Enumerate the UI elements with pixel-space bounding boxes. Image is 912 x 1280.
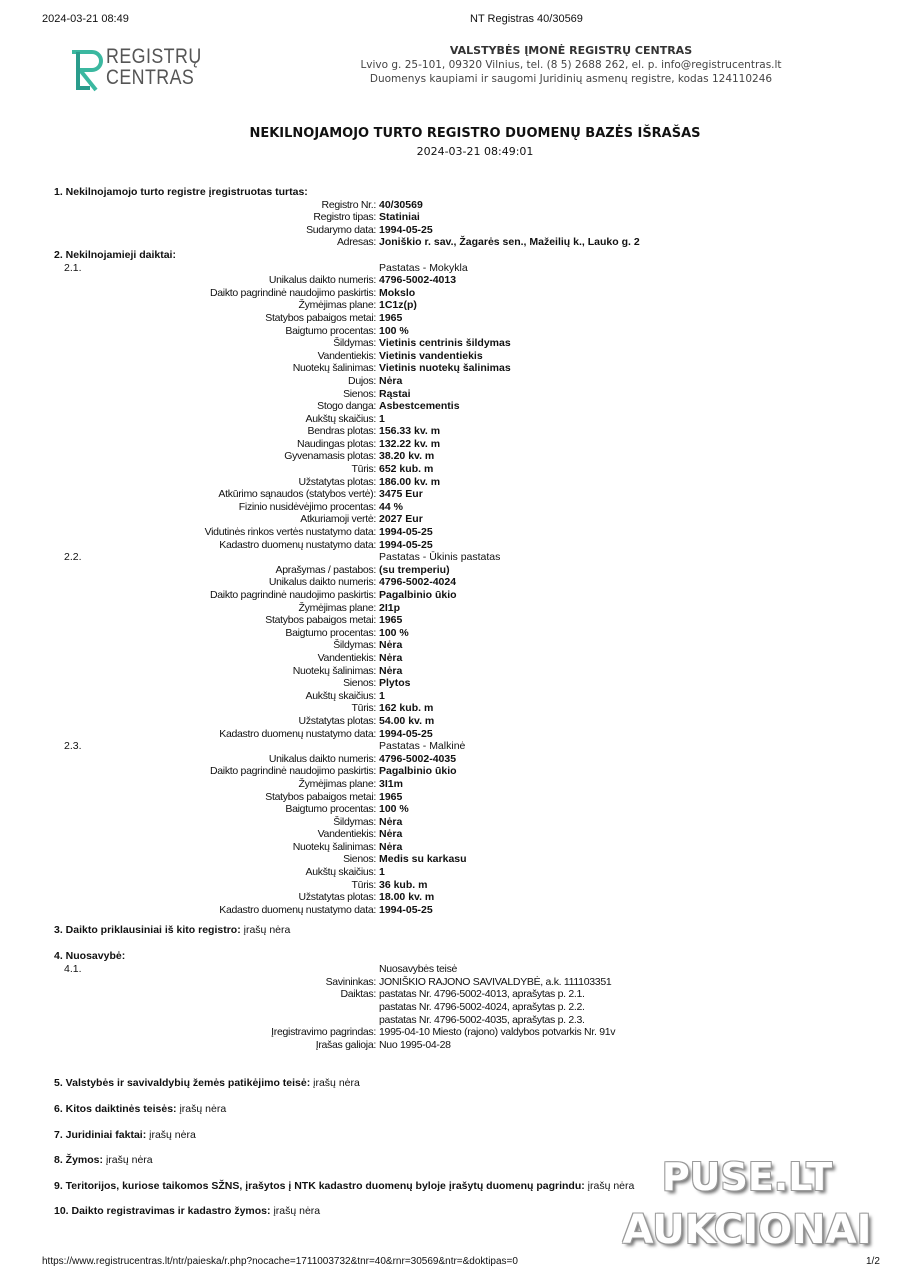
section-6 [54,1103,834,1116]
field-row [54,463,834,476]
field-label: Šildymas: [333,815,376,828]
field-row [54,564,834,577]
field-value: 2I1p [379,601,401,614]
field-label: Sienos: [343,387,376,400]
field-value: 38.20 kv. m [379,450,435,463]
field-value: 36 kub. m [379,878,428,891]
field-value: 1994-05-25 [379,223,433,236]
property-item [54,740,834,916]
field-row [54,413,834,426]
field-label: Registro tipas: [313,211,376,224]
field-label: Sudarymo data: [306,223,376,236]
field-label: Kadastro duomenų nustatymo data: [219,538,376,551]
watermark-line2: AUKCIONAI [622,1207,872,1253]
field-label: Sienos: [343,677,376,690]
field-label: Daikto pagrindinė naudojimo paskirtis: [209,589,376,601]
field-label: Aukštų skaičius: [305,412,376,425]
field-value: 1965 [379,311,403,324]
section-5-value: įrašų nėra [313,1077,360,1090]
field-row [54,715,834,728]
item-title: Pastatas - Ūkinis pastatas [379,551,501,564]
field-row [54,652,834,665]
field-value: Vietinis vandentiekis [379,349,483,362]
field-label: Žymėjimas plane: [298,777,376,790]
field-value: Nėra [379,828,403,841]
field-label: Nuotekų šalinimas: [292,840,376,853]
field-value: Nėra [379,639,403,652]
basis-label: Įregistravimo pagrindas: [271,1026,376,1039]
field-row [54,828,834,841]
field-value: Rąstai [379,387,411,400]
field-value: 3I1m [379,777,403,790]
field-value: 1965 [379,614,403,627]
field-value: 1994-05-25 [379,727,433,740]
field-row [54,853,834,866]
valid-value: Nuo 1995-04-28 [379,1038,451,1051]
field-row [54,778,834,791]
field-label: Vidutinės rinkos vertės nustatymo data: [204,526,376,539]
field-value: Pagalbinio ūkio [379,765,457,778]
field-value: Vietinis centrinis šildymas [379,337,511,350]
field-value: 1C1z(p) [379,299,417,312]
field-value: (su tremperiu) [379,563,450,576]
field-label: Šildymas: [333,337,376,350]
field-label: Gyvenamasis plotas: [284,450,376,463]
field-label: Sienos: [343,853,376,866]
field-value: Joniškio r. sav., Žagarės sen., Mažeilių k., Lauko g. 2 [379,236,640,249]
field-row [54,891,834,904]
field-row [54,312,834,325]
field-value: 100 % [379,626,409,639]
field-label: Daikto pagrindinė naudojimo paskirtis: [209,286,376,299]
item-number: 4.1. [64,962,82,975]
section-10-heading: 10. Daikto registravimas ir kadastro žymos: [54,1205,271,1218]
section-1-rows [54,199,834,249]
field-row [54,375,834,388]
field-row [54,639,834,652]
field-value: Medis su karkasu [379,853,467,866]
field-label: Registro Nr.: [321,198,376,211]
section-9-heading: 9. Teritorijos, kuriose taikomos SŽNS, įrašytos į NTK kadastro duomenų byloje įrašytų duomenų pagrindu: [54,1179,585,1192]
field-label: Daikto pagrindinė naudojimo paskirtis: [209,765,376,778]
field-value: 1965 [379,790,403,803]
field-row [54,400,834,413]
field-row [54,791,834,804]
document-body [54,186,834,1218]
field-row [54,728,834,741]
print-title: NT Registras 40/30569 [470,13,583,25]
org-name: VALSTYBĖS ĮMONĖ REGISTRŲ CENTRAS [449,44,693,57]
field-row [54,602,834,615]
field-label: Unikalus daikto numeris: [268,752,376,765]
field-label: Kadastro duomenų nustatymo data: [219,903,376,916]
field-label: Dujos: [348,374,376,387]
field-value: 1 [379,412,385,425]
field-row [54,488,834,501]
section-6-heading: 6. Kitos daiktinės teisės: [54,1102,177,1115]
field-label: Vandentiekis: [317,651,376,664]
objects-label: Daiktas: [340,988,376,1001]
document-title: NEKILNOJAMOJO TURTO REGISTRO DUOMENŲ BAZĖS IŠRAŠAS [249,126,701,141]
field-value: 44 % [379,500,403,513]
field-value: 1 [379,866,385,879]
property-item [54,551,834,740]
field-row [54,287,834,300]
field-row [54,627,834,640]
rc-logo-icon [70,48,104,92]
field-label: Adresas: [336,236,376,249]
field-label: Aukštų skaičius: [305,866,376,879]
field-label: Baigtumo procentas: [285,324,376,337]
section-2-heading: 2. Nekilnojamieji daiktai: [54,248,176,261]
field-value: Asbestcementis [379,400,460,413]
field-label: Tūris: [351,702,376,715]
field-value: 162 kub. m [379,702,434,715]
field-value: 4796-5002-4013 [379,274,457,287]
field-value: 1994-05-25 [379,526,433,539]
field-row [54,224,834,237]
field-row [54,299,834,312]
field-label: Aukštų skaičius: [305,689,376,702]
field-value: Nėra [379,815,403,828]
field-value: Vietinis nuotekų šalinimas [379,362,511,375]
logo-line2: CENTRAS [106,66,195,89]
field-value: 40/30569 [379,198,423,211]
field-row [54,199,834,212]
field-label: Atkūrimo sąnaudos (statybos vertė): [218,488,376,501]
owner-label: Savininkas: [325,975,376,988]
field-row [54,765,834,778]
field-row [54,325,834,338]
field-label: Aprašymas / pastabos: [275,563,376,576]
field-row [54,350,834,363]
ownership-title: Nuosavybės teisė [379,963,458,976]
field-value: Nėra [379,840,403,853]
field-value: Statiniai [379,211,420,224]
field-value: 1994-05-25 [379,538,433,551]
section-1-heading: 1. Nekilnojamojo turto registre įregistruotas turtas: [54,186,308,198]
field-row [54,362,834,375]
field-row [54,904,834,917]
object-1: pastatas Nr. 4796-5002-4013, aprašytas p. 2.1. [379,988,585,1001]
document-date: 2024-03-21 08:49:01 [416,145,534,158]
field-value: 100 % [379,803,409,816]
field-label: Tūris: [351,878,376,891]
owner-value: JONIŠKIO RAJONO SAVIVALDYBĖ, a.k. 111103351 [379,975,612,988]
page-number: 1/2 [866,1256,880,1267]
field-label: Kadastro duomenų nustatymo data: [219,727,376,740]
field-row [54,337,834,350]
section-7-heading: 7. Juridiniai faktai: [54,1128,147,1141]
valid-label: Įrašas galioja: [315,1038,376,1051]
item-number: 2.2. [64,551,82,564]
field-value: 18.00 kv. m [379,891,435,904]
watermark-line1: PUSE.LT [661,1155,833,1199]
object-3: pastatas Nr. 4796-5002-4035, aprašytas p. 2.3. [379,1013,585,1026]
footer-url[interactable]: https://www.registrucentras.lt/ntr/paieska/r.php?nocache=1711003732&tnr=40&rnr=30569&ntr=&doktipas=0 [42,1256,518,1267]
field-value: 186.00 kv. m [379,475,441,488]
section-4-heading: 4. Nuosavybė: [54,950,126,963]
section-9-value: įrašų nėra [587,1179,635,1192]
object-2: pastatas Nr. 4796-5002-4024, aprašytas p. 2.2. [379,1001,585,1013]
print-datetime: 2024-03-21 08:49 [42,13,129,25]
field-row [54,702,834,715]
field-label: Statybos pabaigos metai: [265,614,376,627]
org-header [330,44,812,86]
field-row [54,425,834,438]
field-label: Statybos pabaigos metai: [265,790,376,803]
item-title: Pastatas - Malkinė [379,740,466,753]
field-value: 1 [379,689,385,702]
field-value: 3475 Eur [379,488,423,501]
field-label: Unikalus daikto numeris: [268,274,376,287]
field-label: Fizinio nusidėvėjimo procentas: [238,500,376,513]
org-note: Duomenys kaupiami ir saugomi Juridinių asmenų registre, kodas 124110246 [369,73,773,85]
field-row [54,690,834,703]
section-3-value: įrašų nėra [243,924,291,937]
field-label: Vandentiekis: [317,828,376,841]
field-row [54,539,834,552]
field-row [54,816,834,829]
section-7 [54,1129,834,1142]
field-label: Unikalus daikto numeris: [268,576,376,589]
item-number: 2.1. [64,261,82,274]
field-label: Užstatytas plotas: [298,891,376,904]
field-row [54,236,834,249]
field-label: Baigtumo procentas: [285,803,376,816]
field-value: 1994-05-25 [379,903,433,916]
section-7-value: įrašų nėra [149,1128,196,1141]
field-label: Nuotekų šalinimas: [292,362,376,375]
field-row [54,501,834,514]
org-address: Lvivo g. 25-101, 09320 Vilnius, tel. (8 5) 2688 262, el. p. info@registrucentras.lt [360,59,782,71]
field-row [54,803,834,816]
section-3 [54,924,834,937]
field-value: Nėra [379,664,403,677]
field-value: Mokslo [379,286,416,299]
field-value: 54.00 kv. m [379,714,435,727]
field-row [54,677,834,690]
field-label: Vandentiekis: [317,349,376,362]
field-label: Atkuriamoji vertė: [300,513,376,526]
field-row [54,614,834,627]
field-label: Žymėjimas plane: [298,299,376,312]
field-row [54,866,834,879]
section-8-value: įrašų nėra [105,1154,153,1167]
ownership-block [54,963,834,1051]
field-value: Pagalbinio ūkio [379,589,457,601]
field-label: Naudingas plotas: [297,437,376,450]
basis-value: 1995-04-10 Miesto (rajono) valdybos potvarkis Nr. 91v [379,1026,616,1039]
field-row [54,526,834,539]
field-row [54,576,834,589]
section-5-heading: 5. Valstybės ir savivaldybių žemės patikėjimo teisė: [54,1077,311,1090]
field-row [54,450,834,463]
field-row [54,211,834,224]
field-label: Užstatytas plotas: [298,714,376,727]
field-value: 4796-5002-4035 [379,752,457,765]
field-value: 132.22 kv. m [379,437,441,450]
field-value: Nėra [379,374,403,387]
field-row [54,476,834,489]
field-row [54,841,834,854]
section-6-value: įrašų nėra [179,1102,227,1115]
registru-centras-logo [70,46,210,94]
field-label: Nuotekų šalinimas: [292,664,376,677]
field-value: Nėra [379,651,403,664]
field-row [54,438,834,451]
section-10-value: įrašų nėra [273,1205,321,1218]
field-row [54,513,834,526]
field-label: Užstatytas plotas: [298,475,376,488]
field-label: Tūris: [351,463,376,476]
field-label: Baigtumo procentas: [285,626,376,639]
section-8-heading: 8. Žymos: [54,1154,104,1167]
field-label: Statybos pabaigos metai: [265,311,376,324]
field-value: 156.33 kv. m [379,425,441,438]
property-item [54,262,834,552]
field-value: 652 kub. m [379,463,434,476]
section-3-heading: 3. Daikto priklausiniai iš kito registro: [54,924,241,937]
field-row [54,665,834,678]
field-value: 4796-5002-4024 [379,576,457,589]
field-row [54,753,834,766]
field-row [54,274,834,287]
field-label: Šildymas: [333,639,376,652]
field-value: Plytos [379,677,411,690]
field-label: Stogo danga: [317,400,376,413]
section-5 [54,1077,834,1090]
field-row [54,589,834,602]
field-label: Bendras plotas: [307,425,376,438]
section-2-items [54,262,834,917]
field-label: Žymėjimas plane: [298,601,376,614]
field-row [54,879,834,892]
item-number: 2.3. [64,740,82,753]
field-row [54,388,834,401]
field-value: 2027 Eur [379,513,423,526]
item-title: Pastatas - Mokykla [379,261,468,274]
field-value: 100 % [379,324,409,337]
logo-line1: REGISTRŲ [106,45,202,68]
